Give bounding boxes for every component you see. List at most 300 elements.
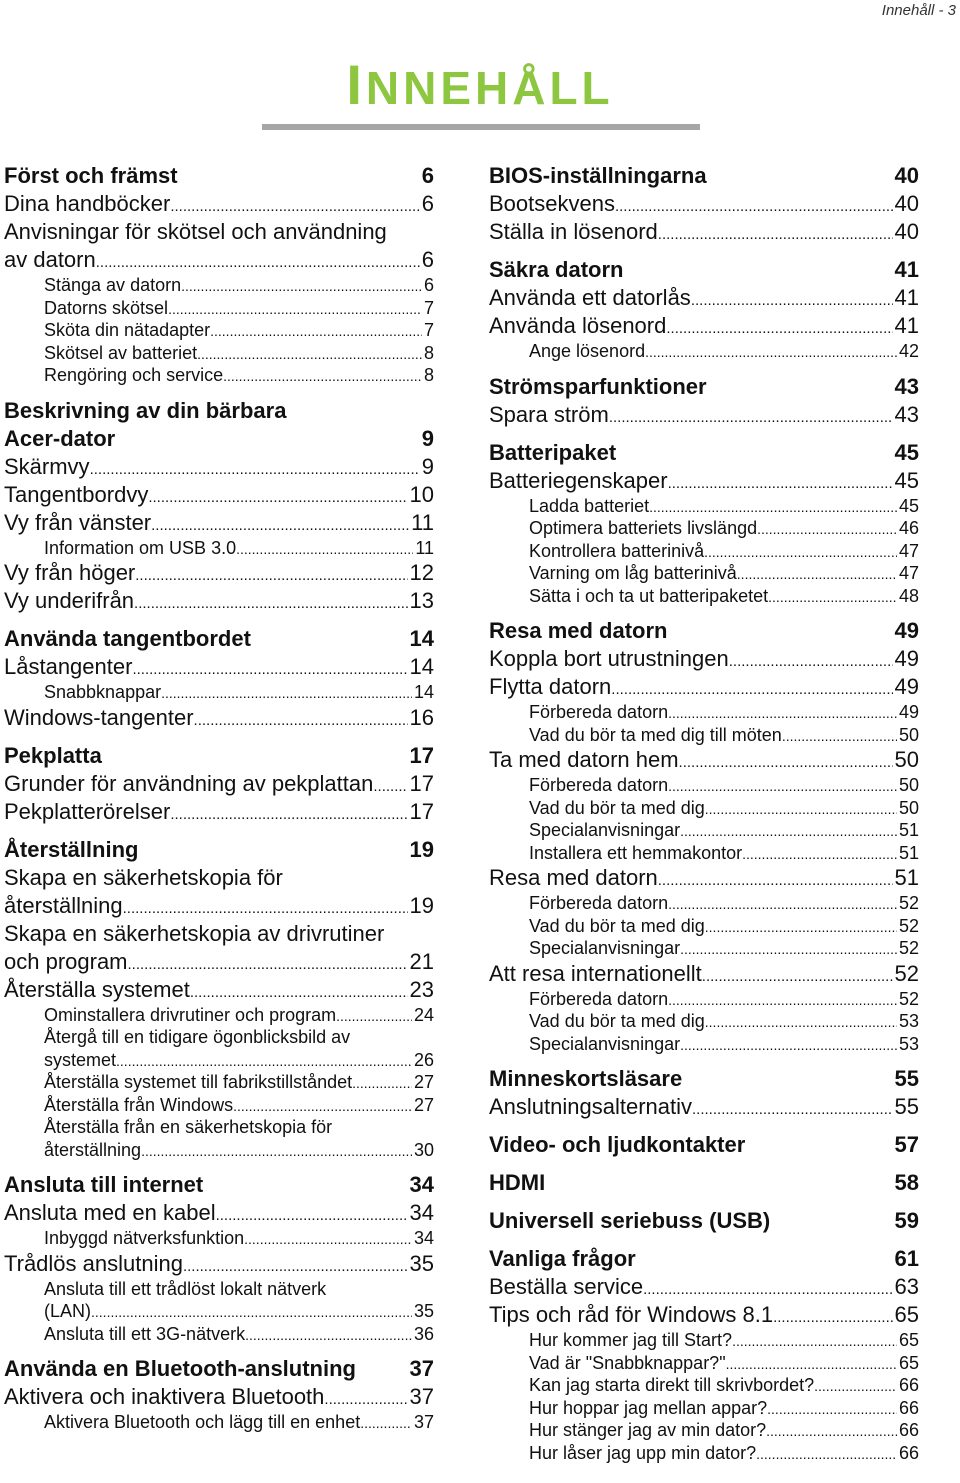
toc-leader-dots [742, 843, 897, 865]
toc-entry-page: 55 [894, 1094, 919, 1119]
toc-entry-page: 17 [409, 742, 434, 768]
toc-entry[interactable] [4, 481, 434, 509]
toc-entry-page: 27 [413, 1094, 434, 1115]
toc-leader-dots [236, 538, 413, 560]
toc-leader-dots [148, 484, 407, 509]
toc-leader-dots [658, 221, 893, 246]
toc-entry-page: 65 [898, 1352, 919, 1373]
toc-entry[interactable] [489, 467, 919, 495]
toc-entry-title: Inbyggd nätverksfunktion [44, 1228, 245, 1248]
toc-entry[interactable] [489, 1207, 919, 1235]
toc-entry-title: Vy från vänster [4, 509, 152, 535]
toc-entry[interactable] [4, 342, 434, 365]
toc-leader-dots [668, 989, 897, 1011]
toc-entry[interactable] [4, 742, 434, 770]
toc-entry[interactable] [4, 948, 434, 976]
toc-entry-page: 21 [409, 948, 434, 974]
toc-entry[interactable] [4, 976, 434, 1004]
toc-entry[interactable] [4, 1049, 434, 1072]
toc-entry-page: 52 [898, 938, 919, 958]
toc-entry-title: Säkra datorn [489, 257, 624, 282]
toc-entry-title: Återställa systemet till fabrikstillståndet [44, 1072, 353, 1092]
toc-entry-page: 6 [421, 247, 434, 272]
toc-right-column [489, 162, 919, 1464]
toc-entry[interactable] [489, 190, 919, 218]
toc-left-column [4, 162, 434, 1434]
toc-leader-dots [245, 1324, 412, 1346]
toc-entry-title: Hur stänger jag av min dator? [529, 1420, 767, 1440]
toc-entry-page: 41 [894, 285, 919, 310]
toc-entry[interactable] [489, 746, 919, 774]
toc-entry-title: Återställa från Windows [44, 1094, 234, 1115]
toc-entry[interactable] [489, 1093, 919, 1121]
toc-entry-page: 45 [894, 439, 919, 465]
toc-leader-dots [324, 1386, 407, 1411]
toc-entry[interactable] [489, 724, 919, 747]
toc-entry[interactable] [4, 864, 434, 892]
toc-entry-title: Aktivera och inaktivera Bluetooth [4, 1384, 325, 1409]
toc-entry-page: 41 [894, 313, 919, 338]
toc-entry-title: Beskrivning av din bärbara [4, 397, 287, 423]
toc-leader-dots [645, 341, 897, 363]
toc-entry[interactable] [4, 1004, 434, 1027]
toc-leader-dots [183, 1253, 408, 1278]
toc-leader-dots [704, 541, 897, 563]
toc-entry-title: HDMI [489, 1170, 546, 1195]
toc-entry-page: 19 [409, 836, 434, 862]
toc-entry-page: 9 [421, 425, 434, 451]
toc-entry-page: 36 [413, 1323, 434, 1344]
toc-entry[interactable] [489, 1033, 919, 1056]
toc-leader-dots [668, 893, 897, 915]
toc-entry-page: 9 [421, 453, 434, 479]
toc-entry-title: Ansluta till ett 3G-nätverk [44, 1323, 246, 1344]
toc-entry-page: 47 [898, 563, 919, 583]
toc-entry[interactable] [4, 297, 434, 320]
toc-entry[interactable] [489, 988, 919, 1011]
title-first-letter: I [346, 53, 366, 116]
toc-entry[interactable] [489, 495, 919, 518]
page-header-label: Innehåll - 3 [881, 2, 956, 19]
toc-leader-dots [705, 916, 897, 938]
toc-entry[interactable] [489, 1010, 919, 1033]
toc-entry-title: Vad du bör ta med dig [529, 797, 705, 818]
toc-entry-page: 66 [898, 1375, 919, 1395]
toc-entry[interactable] [4, 1300, 434, 1323]
toc-entry-page: 34 [413, 1228, 434, 1248]
toc-entry-page: 40 [894, 191, 919, 216]
toc-entry-title: Återgå till en tidigare ögonblicksbild av [44, 1027, 351, 1047]
toc-leader-dots [141, 1140, 412, 1162]
toc-entry-page: 66 [898, 1397, 919, 1418]
toc-entry[interactable] [4, 218, 434, 246]
toc-entry[interactable] [489, 937, 919, 960]
toc-entry-page: 49 [894, 646, 919, 671]
toc-entry-page: 14 [409, 626, 434, 651]
toc-leader-dots [729, 648, 893, 673]
toc-entry-title: Låstangenter [4, 654, 133, 679]
toc-entry-page: 53 [898, 1033, 919, 1054]
toc-entry[interactable] [4, 836, 434, 864]
toc-entry[interactable] [4, 425, 434, 453]
toc-entry[interactable] [4, 798, 434, 826]
toc-entry-title: Video- och ljudkontakter [489, 1132, 746, 1157]
toc-entry[interactable] [489, 1397, 919, 1420]
toc-entry-page: 45 [894, 467, 919, 493]
toc-entry[interactable] [489, 1442, 919, 1465]
toc-entry[interactable] [489, 1301, 919, 1329]
toc-entry-title: Använda tangentbordet [4, 626, 251, 651]
toc-entry[interactable] [4, 509, 434, 537]
toc-leader-dots [233, 1095, 412, 1117]
toc-entry-title: Skapa en säkerhetskopia för [4, 864, 283, 890]
toc-entry[interactable] [4, 920, 434, 948]
toc-leader-dots [223, 365, 422, 387]
toc-entry-title: och program [4, 948, 128, 974]
toc-entry-page: 10 [409, 481, 434, 507]
toc-entry-page: 66 [898, 1442, 919, 1463]
toc-entry-page: 59 [894, 1208, 919, 1233]
toc-entry[interactable] [4, 681, 434, 704]
toc-entry-title: Rengöring och service [44, 365, 224, 385]
toc-entry[interactable] [4, 892, 434, 920]
toc-entry-title: Förbereda datorn [529, 775, 669, 795]
toc-leader-dots [151, 512, 409, 537]
toc-entry[interactable] [489, 256, 919, 284]
toc-entry[interactable] [489, 1065, 919, 1093]
toc-entry[interactable] [4, 1171, 434, 1199]
toc-entry-title: Pekplatterörelser [4, 798, 171, 824]
toc-entry-title: Återställa systemet [4, 976, 190, 1002]
toc-entry[interactable] [4, 1026, 434, 1049]
toc-leader-dots [726, 1353, 897, 1375]
toc-entry-title: Ställa in lösenord [489, 219, 658, 244]
toc-entry-title: Hur hoppar jag mellan appar? [529, 1397, 768, 1418]
toc-entry[interactable] [4, 162, 434, 190]
toc-entry-page: 37 [413, 1412, 434, 1432]
toc-entry-page: 50 [898, 724, 919, 745]
toc-entry-page: 43 [894, 401, 919, 427]
toc-entry[interactable] [4, 364, 434, 387]
toc-entry-page: 17 [409, 798, 434, 824]
toc-leader-dots [679, 749, 893, 774]
toc-entry[interactable] [4, 1071, 434, 1094]
toc-leader-dots [668, 702, 897, 724]
toc-entry[interactable] [4, 397, 434, 425]
toc-entry-title: Tips och råd för Windows 8.1 [489, 1302, 774, 1327]
toc-entry-title: Att resa internationellt [489, 960, 702, 986]
toc-leader-dots [691, 287, 893, 312]
toc-entry-page: 55 [894, 1066, 919, 1091]
toc-entry-title: Specialanvisningar [529, 938, 681, 958]
toc-leader-dots [668, 470, 893, 495]
toc-entry-page: 14 [413, 682, 434, 702]
toc-entry-page: 27 [413, 1072, 434, 1092]
toc-entry[interactable] [489, 1245, 919, 1273]
toc-entry-title: Vad du bör ta med dig [529, 915, 705, 936]
toc-entry[interactable] [489, 218, 919, 246]
toc-leader-dots [692, 1096, 893, 1121]
toc-entry-page: 30 [413, 1139, 434, 1160]
toc-entry-page: 37 [409, 1384, 434, 1409]
toc-entry-page: 43 [894, 373, 919, 399]
toc-entry-page: 58 [894, 1170, 919, 1195]
toc-leader-dots [216, 1202, 408, 1227]
toc-entry[interactable] [4, 587, 434, 615]
toc-entry-title: Snabbknappar [44, 682, 162, 702]
toc-entry[interactable] [489, 517, 919, 540]
toc-entry[interactable] [489, 842, 919, 865]
toc-entry[interactable] [489, 1329, 919, 1352]
toc-leader-dots [194, 707, 408, 732]
toc-entry[interactable] [4, 319, 434, 342]
toc-entry-page: 45 [898, 495, 919, 516]
toc-leader-dots [680, 938, 897, 960]
toc-entry[interactable] [489, 774, 919, 797]
toc-entry-page: 37 [409, 1356, 434, 1381]
toc-entry[interactable] [489, 373, 919, 401]
toc-entry[interactable] [4, 274, 434, 297]
toc-entry-page: 23 [409, 976, 434, 1002]
toc-entry[interactable] [4, 653, 434, 681]
toc-entry-title: Sköta din nätadapter [44, 320, 211, 340]
toc-entry[interactable] [489, 617, 919, 645]
toc-entry-title: Trådlös anslutning [4, 1250, 183, 1276]
title-rest: NNEHÅLL [365, 62, 614, 114]
toc-leader-dots [609, 404, 893, 429]
toc-leader-dots [680, 1034, 897, 1056]
toc-entry-title: Bootsekvens [489, 191, 615, 216]
toc-entry[interactable] [4, 1355, 434, 1383]
toc-entry-title: Vad du bör ta med dig till möten [529, 724, 782, 745]
toc-entry-page: 52 [898, 988, 919, 1009]
toc-entry[interactable] [4, 704, 434, 732]
toc-entry-page: 65 [898, 1330, 919, 1350]
toc-entry-title: Ange lösenord [529, 341, 646, 361]
toc-entry-title: Installera ett hemmakontor [529, 842, 743, 863]
toc-entry-title: Acer-dator [4, 425, 116, 451]
toc-entry-page: 19 [409, 892, 434, 918]
toc-entry-page: 50 [894, 747, 919, 772]
toc-entry-page: 49 [894, 618, 919, 643]
toc-entry-title: (LAN) [44, 1301, 92, 1321]
toc-entry-title: Vy från höger [4, 560, 136, 585]
toc-entry[interactable] [489, 585, 919, 608]
toc-entry-title: Anvisningar för skötsel och användning [4, 219, 387, 244]
toc-leader-dots [756, 1443, 897, 1465]
toc-entry-title: Specialanvisningar [529, 820, 681, 840]
toc-entry-title: Information om USB 3.0 [44, 537, 237, 558]
toc-entry-page: 61 [894, 1246, 919, 1271]
toc-entry-title: Skärmvy [4, 453, 90, 479]
toc-leader-dots [90, 456, 420, 481]
toc-entry[interactable] [489, 892, 919, 915]
toc-entry[interactable] [4, 1199, 434, 1227]
toc-entry-page: 16 [409, 704, 434, 730]
toc-entry[interactable] [489, 1273, 919, 1301]
toc-entry-page: 40 [894, 219, 919, 244]
toc-leader-dots [336, 1005, 412, 1027]
toc-entry-title: av datorn [4, 247, 96, 272]
toc-entry-page: 13 [409, 588, 434, 613]
toc-entry[interactable] [489, 562, 919, 585]
toc-entry-page: 63 [894, 1274, 919, 1299]
toc-entry-page: 57 [894, 1132, 919, 1157]
toc-entry-page: 49 [894, 674, 919, 699]
toc-entry-title: Dina handböcker [4, 191, 171, 216]
toc-entry-title: Koppla bort utrustningen [489, 646, 729, 671]
toc-entry-title: Resa med datorn [489, 618, 668, 643]
toc-entry[interactable] [489, 540, 919, 563]
toc-entry-page: 6 [421, 191, 434, 216]
toc-entry[interactable] [4, 1227, 434, 1250]
toc-entry-page: 65 [894, 1302, 919, 1327]
toc-entry-page: 35 [409, 1250, 434, 1276]
toc-entry[interactable] [4, 1278, 434, 1301]
toc-leader-dots [134, 590, 407, 615]
toc-leader-dots [782, 725, 897, 747]
toc-entry[interactable] [489, 439, 919, 467]
toc-entry-page: 34 [409, 1200, 434, 1225]
toc-entry-title: BIOS-inställningarna [489, 163, 707, 188]
toc-entry-title: Kontrollera batterinivå [529, 540, 705, 561]
toc-leader-dots [123, 895, 408, 920]
toc-entry-page: 51 [898, 820, 919, 840]
toc-leader-dots [643, 1276, 892, 1301]
toc-entry-page: 17 [409, 770, 434, 796]
toc-entry[interactable] [489, 1352, 919, 1375]
toc-entry[interactable] [4, 559, 434, 587]
toc-entry-title: återställning [4, 892, 123, 918]
toc-entry-title: Tangentbordvy [4, 481, 149, 507]
toc-entry[interactable] [4, 1139, 434, 1162]
toc-entry[interactable] [489, 1131, 919, 1159]
toc-entry[interactable] [489, 1419, 919, 1442]
toc-entry-page: 52 [898, 915, 919, 936]
toc-entry[interactable] [4, 1323, 434, 1346]
title-rule [262, 124, 700, 130]
toc-entry-title: Optimera batteriets livslängd [529, 518, 758, 538]
toc-entry-title: Batteriegenskaper [489, 467, 668, 493]
toc-leader-dots [732, 1330, 897, 1352]
toc-entry-page: 8 [423, 365, 434, 385]
toc-entry-page: 49 [898, 702, 919, 722]
toc-entry[interactable] [489, 915, 919, 938]
toc-entry[interactable] [4, 246, 434, 274]
toc-entry-title: Kan jag starta direkt till skrivbordet? [529, 1375, 815, 1395]
toc-entry-page: 12 [409, 560, 434, 585]
toc-entry-title: Förbereda datorn [529, 702, 669, 722]
toc-entry-title: Resa med datorn [489, 865, 658, 890]
toc-entry-page: 26 [413, 1049, 434, 1070]
toc-entry-page: 50 [898, 775, 919, 795]
toc-entry-title: Windows-tangenter [4, 704, 194, 730]
toc-entry-page: 52 [898, 893, 919, 913]
toc-entry-title: Pekplatta [4, 742, 102, 768]
toc-leader-dots [649, 496, 897, 518]
toc-entry[interactable] [4, 1383, 434, 1411]
toc-entry[interactable] [489, 645, 919, 673]
toc-entry[interactable] [4, 770, 434, 798]
toc-entry-title: Vad är "Snabbknappar?" [529, 1352, 726, 1373]
toc-entry[interactable] [489, 673, 919, 701]
toc-leader-dots [666, 315, 892, 340]
toc-leader-dots [128, 951, 408, 976]
toc-entry-title: återställning [44, 1139, 142, 1160]
toc-leader-dots [814, 1375, 897, 1397]
toc-entry[interactable] [489, 1169, 919, 1197]
toc-leader-dots [737, 563, 897, 585]
toc-entry[interactable] [4, 453, 434, 481]
toc-entry[interactable] [489, 1374, 919, 1397]
toc-entry-title: Förbereda datorn [529, 893, 669, 913]
toc-entry-page: 48 [898, 585, 919, 606]
toc-entry[interactable] [4, 625, 434, 653]
toc-entry-title: Batteripaket [489, 439, 617, 465]
toc-entry[interactable] [489, 312, 919, 340]
toc-entry-page: 8 [423, 342, 434, 363]
toc-entry-title: Skötsel av batteriet [44, 342, 198, 363]
toc-leader-dots [766, 1420, 897, 1442]
toc-entry-title: Aktivera Bluetooth och lägg till en enhet [44, 1412, 361, 1432]
toc-entry[interactable] [4, 1250, 434, 1278]
toc-entry-page: 42 [898, 341, 919, 361]
toc-entry[interactable] [489, 340, 919, 363]
toc-entry-page: 66 [898, 1420, 919, 1440]
toc-leader-dots [161, 682, 412, 704]
toc-entry[interactable] [4, 1411, 434, 1434]
toc-leader-dots [181, 275, 422, 297]
toc-entry-page: 46 [898, 518, 919, 538]
toc-entry-page: 53 [898, 1011, 919, 1031]
toc-leader-dots [91, 1301, 412, 1323]
toc-entry-title: Skapa en säkerhetskopia av drivrutiner [4, 920, 385, 946]
toc-entry-page: 35 [413, 1301, 434, 1321]
toc-entry-title: Vy underifrån [4, 588, 135, 613]
toc-entry[interactable] [489, 401, 919, 429]
toc-entry-title: Ta med datorn hem [489, 747, 679, 772]
toc-entry-page: 14 [409, 654, 434, 679]
toc-entry[interactable] [489, 284, 919, 312]
toc-leader-dots [767, 1398, 897, 1420]
toc-leader-dots [116, 1050, 412, 1072]
toc-entry[interactable] [4, 1094, 434, 1117]
toc-entry[interactable] [489, 162, 919, 190]
toc-entry[interactable] [489, 797, 919, 820]
toc-entry-title: Universell seriebuss (USB) [489, 1208, 771, 1233]
toc-entry[interactable] [489, 701, 919, 724]
toc-leader-dots [773, 1304, 892, 1329]
toc-entry-title: Flytta datorn [489, 674, 612, 699]
toc-entry[interactable] [4, 190, 434, 218]
toc-leader-dots [170, 801, 407, 826]
toc-entry[interactable] [4, 1116, 434, 1139]
toc-entry-title: Spara ström [489, 401, 609, 427]
toc-entry[interactable] [489, 819, 919, 842]
toc-entry-title: Ladda batteriet [529, 495, 650, 516]
toc-entry-title: Först och främst [4, 163, 178, 188]
toc-entry-page: 51 [894, 865, 919, 890]
toc-entry[interactable] [489, 960, 919, 988]
toc-entry-page: 40 [894, 163, 919, 188]
toc-leader-dots [360, 1412, 412, 1434]
toc-entry[interactable] [4, 537, 434, 560]
toc-entry-page: 6 [421, 163, 434, 188]
toc-entry[interactable] [489, 864, 919, 892]
toc-leader-dots [170, 193, 419, 218]
toc-entry-page: 7 [423, 320, 434, 340]
toc-entry-title: Specialanvisningar [529, 1033, 681, 1054]
